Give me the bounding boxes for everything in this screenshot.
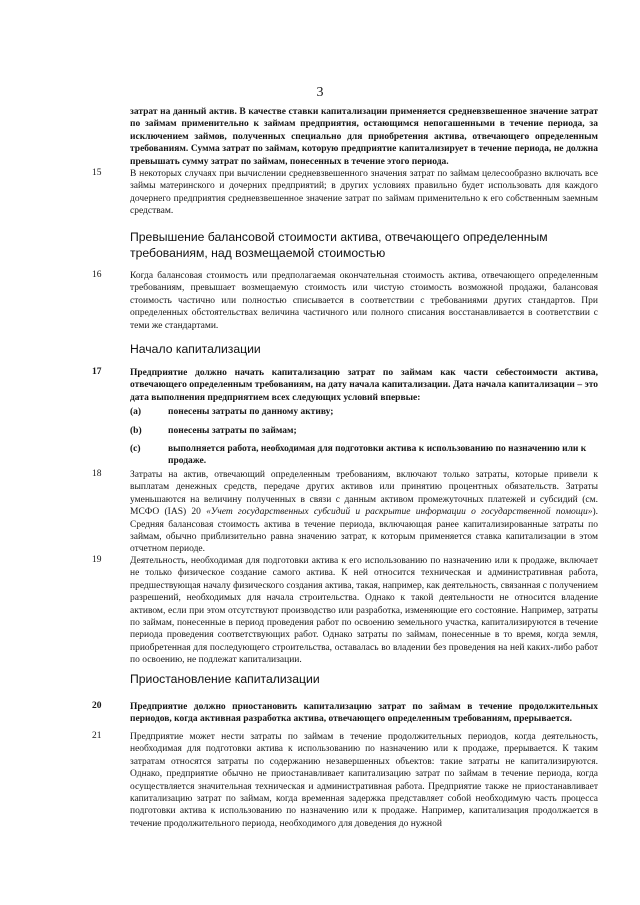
list-item-a xyxy=(130,406,598,418)
paragraph-15: В некоторых случаях при вычислении средневзвешенного значения затрат по займам целесообразно включать все займы материнского и дочерних предприятий; в других условиях правильно будет использовать для каждого дочернего предприятия средневзвешенное значение затрат по займам применительно к его собственным заемным средствам. xyxy=(130,169,598,217)
section-heading-excess: Превышение балансовой стоимости актива, отвечающего определенным требованиям, над возмещаемой стоимостью xyxy=(130,230,548,260)
paragraph-number-17: 17 xyxy=(92,367,102,377)
paragraph-21: Предприятие может нести затраты по займам в течение продолжительных периодов, когда деятельность, необходимая для подготовки актива к использованию по назначению или к продаже, прерывается. К таким затратам относятся затраты по содержанию незавершенных объектов: такие затраты не капитализируются. Однако, предприятие обычно не приостанавливает капитализацию затрат по займам в течение периода, когда осуществляется значительная техническая и административная работа. Предприятие также не приостанавливает капитализацию затрат по займам, когда временная задержка представляет собой необходимую часть процесса подготовки актива к использованию по назначению или к продаже. Например, капитализация продолжается в течение продолжительного периода, необходимого для доведения до нужной xyxy=(130,732,598,829)
paragraph-20: Предприятие должно приостановить капитализацию затрат по займам в течение продолжительных периодов, когда активная разработка актива, отвечающего определенным требованиям, прерывается. xyxy=(130,702,598,725)
list-text-c: выполняется работа, необходимая для подготовки актива к использованию по назначению или к продаже. xyxy=(168,444,587,467)
paragraph-number-19: 19 xyxy=(92,555,102,565)
list-letter-b: (b) xyxy=(130,426,142,436)
paragraph-number-16: 16 xyxy=(92,270,102,280)
paragraph-18-part-a: Затраты на актив, отвечающий определенным требованиям, включают только затраты, которые привели к выплатам денежных средств, передаче других активов или принятию процентных обязательств. Затраты уменьшаются на величину полученных в связи с данным активом промежуточных платежей и субсидий (см. МСФО (IAS) 20 xyxy=(130,470,598,518)
list-letter-a: (a) xyxy=(130,407,142,417)
paragraph-number-15: 15 xyxy=(92,168,102,178)
list-letter-c: (c) xyxy=(130,444,141,454)
paragraph-number-18: 18 xyxy=(92,469,102,479)
paragraph-16: Когда балансовая стоимость или предполагаемая окончательная стоимость актива, отвечающего определенным требованиям, превышает возмещаемую стоимость или чистую стоимость возможной продажи, балансовая стоимость частично или полностью списывается в соответствии с требованиями других стандартов. При определенных обстоятельствах величина частичного или полного списания восстанавливается в соответствии с теми же стандартами. xyxy=(130,271,598,331)
intro-paragraph: затрат на данный актив. В качестве ставки капитализации применяется средневзвешенное значение затрат по займам применительно к займам предприятия, остающимся непогашенными в течение периода, за исключением займов, полученных специально для приобретения актива, отвечающего определенным требованиям. Сумма затрат по займам, которую предприятие капитализирует в течение периода, не должна превышать сумму затрат по займам, понесенных в течение этого периода. xyxy=(130,107,598,167)
section-heading-suspend: Приостановление капитализации xyxy=(130,672,320,686)
paragraph-17: Предприятие должно начать капитализацию затрат по займам как части себестоимости актива, отвечающего определенным требованиям, на дату начала капитализации. Дата начала капитализации – это дата выполнения предприятием всех следующих условий впервые: xyxy=(130,368,598,403)
paragraph-18-part-b: ). Средняя балансовая стоимость актива в течение периода, включающая ранее капитализированные затраты по займам, обычно приблизительно равна значению затрат, к которым применяется ставка капитализации в этом отчетном периоде. xyxy=(130,507,598,555)
paragraph-number-21: 21 xyxy=(92,731,102,741)
paragraph-18 xyxy=(130,469,598,556)
list-text-b: понесены затраты по займам; xyxy=(168,426,297,436)
section-heading-start: Начало капитализации xyxy=(130,342,261,356)
paragraph-18-citation: «Учет государственных субсидий и раскрытие информации о государственной помощи» xyxy=(206,507,593,518)
list-text-a: понесены затраты по данному активу; xyxy=(168,407,334,417)
page-number: 3 xyxy=(316,85,324,100)
list-item-c xyxy=(130,443,598,468)
list-item-b xyxy=(130,425,598,437)
paragraph-19: Деятельность, необходимая для подготовки актива к его использованию по назначению или к продаже, включает не только физическое создание самого актива. К ней относится техническая и административная работа, предшествующая началу физического создания актива, такая, например, как деятельность, связанная с получением разрешений, необходимых для начала строительства. Однако к такой деятельности не относится владение активом, если при этом отсутствуют производство или разработка, изменяющие его состояние. Например, затраты по займам, понесенные в период проведения работ по освоению земельного участка, капитализируются в течение периода проведения соответствующих работ. Однако затраты по займам, понесенные в то время, когда земля, приобретенная для последующего строительства, оставалась во владении без проведения на ней каких-либо работ по освоению, не подлежат капитализации. xyxy=(130,556,598,666)
paragraph-number-20: 20 xyxy=(92,701,102,711)
